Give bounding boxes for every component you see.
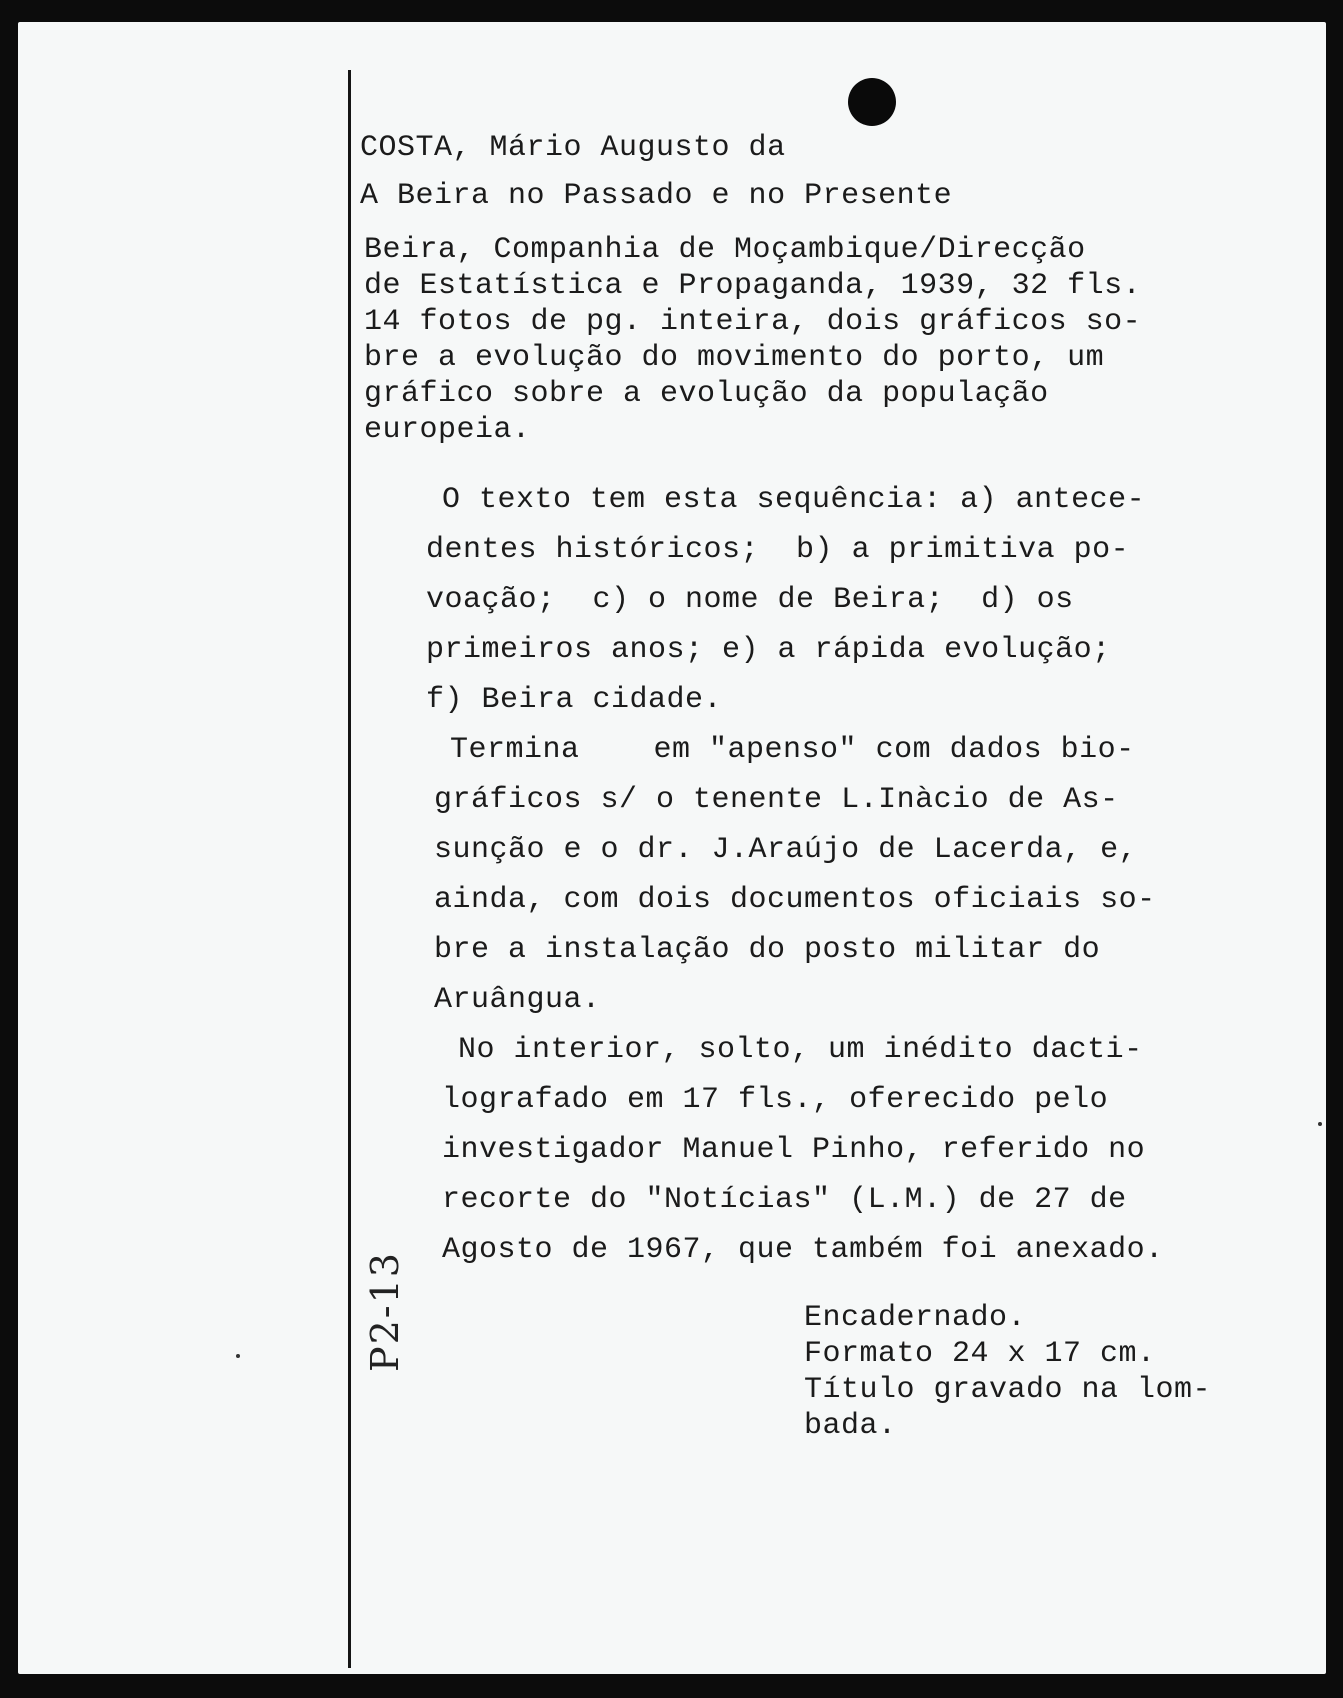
binding-line: bada. — [804, 1409, 897, 1443]
publication-line: 14 fotos de pg. inteira, dois gráficos so- — [364, 305, 1142, 339]
sequence-line: voação; c) o nome de Beira; d) os — [426, 583, 1074, 617]
publication-line: gráfico sobre a evolução da população — [364, 377, 1049, 411]
binding-line: Formato 24 x 17 cm. — [804, 1337, 1156, 1371]
appendix-line: Aruângua. — [434, 983, 601, 1017]
binding-line: Encadernado. — [804, 1301, 1027, 1335]
interior-line: lografado em 17 fls., oferecido pelo — [442, 1083, 1109, 1117]
publication-line: Beira, Companhia de Moçambique/Direcção — [364, 233, 1086, 267]
sequence-line: dentes históricos; b) a primitiva po- — [426, 533, 1130, 567]
interior-line: No interior, solto, um inédito dacti- — [458, 1033, 1143, 1067]
catalog-card — [18, 22, 1326, 1674]
sequence-line: primeiros anos; e) a rápida evolução; — [426, 633, 1111, 667]
appendix-line: bre a instalação do posto militar do — [434, 933, 1101, 967]
title-line: A Beira no Passado e no Presente — [360, 179, 953, 213]
interior-line: recorte do "Notícias" (L.M.) de 27 de — [442, 1183, 1127, 1217]
speck-mark — [1318, 1122, 1322, 1126]
publication-line: de Estatística e Propaganda, 1939, 32 fls. — [364, 269, 1142, 303]
interior-line: Agosto de 1967, que também foi anexado. — [442, 1233, 1164, 1267]
handwritten-call-number: P2-13 — [363, 1251, 407, 1372]
sequence-line: O texto tem esta sequência: a) antece- — [442, 483, 1146, 517]
appendix-line: Termina em "apenso" com dados bio- — [450, 733, 1135, 767]
interior-line: investigador Manuel Pinho, referido no — [442, 1133, 1146, 1167]
margin-rule — [348, 70, 351, 1668]
speck-mark — [236, 1354, 240, 1358]
appendix-line: gráficos s/ o tenente L.Inàcio de As- — [434, 783, 1119, 817]
binding-line: Título gravado na lom- — [804, 1373, 1212, 1407]
appendix-line: sunção e o dr. J.Araújo de Lacerda, e, — [434, 833, 1138, 867]
publication-line: europeia. — [364, 413, 531, 447]
appendix-line: ainda, com dois documentos oficiais so- — [434, 883, 1156, 917]
punch-hole — [848, 78, 896, 126]
publication-line: bre a evolução do movimento do porto, um — [364, 341, 1105, 375]
author-line: COSTA, Mário Augusto da — [360, 131, 786, 165]
sequence-line: f) Beira cidade. — [426, 683, 723, 717]
